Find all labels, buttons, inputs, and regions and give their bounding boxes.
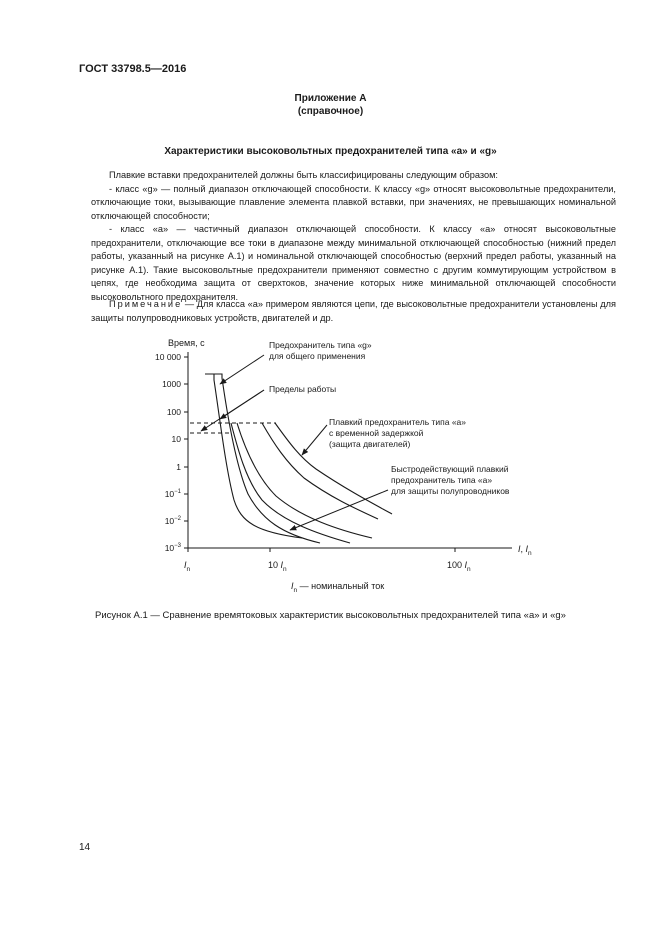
class-a-paragraph: - класс «a» — частичный диапазон отключающей способности. К классу «a» относят высоковольтные предохранители, отключающие все токи в диапазоне между минимальной отключающей способностью (нижний предел работы, указанный на рисунке А.1) и номинальной отключающей способностью (верхний предел работы, указанный на рисунке А.1). Такие высоковольтные предохранители применяют совместно с другим коммутирующим устройством в цепях, где необходима защита от сверхтоков, значение которых ниже минимальной отключающей способности высоковольтного предохранителя. <box>91 224 616 302</box>
label-slow-a-1: Плавкий предохранитель типа «a» <box>329 417 467 427</box>
y-tick-label: $10^{-2}$ <box>164 516 181 526</box>
leader-g-fuse <box>220 355 264 384</box>
x-tick-labels <box>184 560 471 573</box>
y-tick-label: 100 <box>166 407 181 417</box>
label-slow-a-3: (защита двигателей) <box>329 439 411 449</box>
note-text: — Для класса «a» примером являются цепи, где высоковольтные предохранители установлены для защиты полупроводниковых устройств, двигателей и др. <box>91 299 616 323</box>
annex-title: Приложение А <box>294 93 367 104</box>
x-tick-label: $I_n$ <box>184 560 191 573</box>
label-limits: Пределы работы <box>269 384 337 394</box>
x-axis-ticks <box>188 548 455 552</box>
curves <box>205 374 392 543</box>
annex-subtitle: (справочное) <box>297 106 364 117</box>
standard-header: ГОСТ 33798.5—2016 <box>79 63 187 75</box>
y-tick-label: 1000 <box>162 379 181 389</box>
y-tick-labels <box>155 352 182 553</box>
x-axis-title: I, $I_n$ <box>518 544 532 557</box>
y-axis-title: Время, с <box>168 338 205 348</box>
y-tick-label: 10 000 <box>155 352 181 362</box>
label-fast-a-2: предохранитель типа «a» <box>391 475 493 485</box>
note-label: Примечание <box>109 299 183 309</box>
leader-slow-a <box>302 425 327 455</box>
annotations <box>269 340 510 496</box>
section-title: Характеристики высоковольтных предохранителей типа «a» и «g» <box>164 146 497 157</box>
label-g-fuse-1: Предохранитель типа «g» <box>269 340 372 350</box>
page-number: 14 <box>79 842 91 853</box>
intro-paragraph: Плавкие вставки предохранителей должны быть классифицированы следующим образом: <box>109 170 498 180</box>
y-tick-label: $10^{-1}$ <box>164 489 181 499</box>
y-tick-label: 10 <box>171 434 181 444</box>
x-tick-label: 10 $I_n$ <box>268 560 287 573</box>
label-slow-a-2: с временной задержкой <box>329 428 424 438</box>
figure-caption: Рисунок А.1 — Сравнение времятоковых характеристик высоковольтных предохранителей типа «a» и «g» <box>95 610 566 621</box>
label-g-fuse-2: для общего применения <box>269 351 366 361</box>
in-definition: $I_n$ — номинальный ток <box>291 581 385 594</box>
class-g-paragraph: - класс «g» — полный диапазон отключающей способности. К классу «g» относят высоковольтные предохранители, отключающие токи, вызывающие плавление элемента плавкой вставки, при значениях, не превышающих номинальной отключающей способности; <box>91 183 616 221</box>
label-fast-a-1: Быстродействующий плавкий <box>391 464 509 474</box>
leader-fast-a <box>290 490 388 530</box>
y-axis-ticks <box>184 357 188 548</box>
y-tick-label: 1 <box>176 462 181 472</box>
x-tick-label: 100 $I_n$ <box>447 560 471 573</box>
label-fast-a-3: для защиты полупроводников <box>391 486 510 496</box>
y-tick-label: $10^{-3}$ <box>164 543 181 553</box>
leader-limit-2 <box>201 390 264 431</box>
g-fuse-curve-left <box>205 374 302 538</box>
